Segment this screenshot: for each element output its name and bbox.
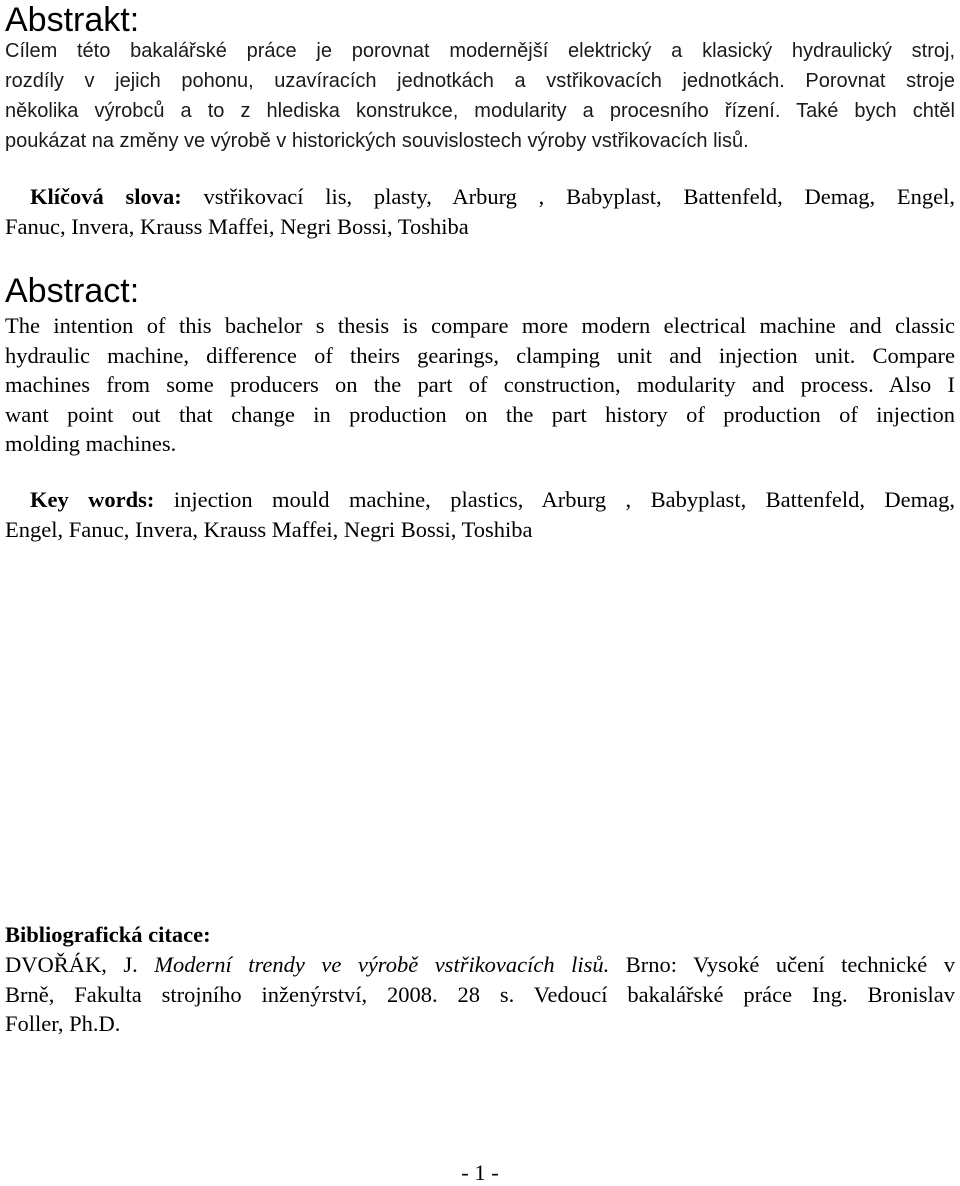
citation-line bbox=[5, 950, 955, 980]
klicova-slova-text: vstřikovací lis, plasty, Arburg , Babyplast, Battenfeld, Demag, Engel, bbox=[203, 184, 956, 209]
abstrakt-line: rozdíly v jejich pohonu, uzavíracích jednotkách a vstřikovacích jednotkách. Porovnat stroje bbox=[5, 70, 955, 92]
klicova-slova-line bbox=[5, 182, 955, 212]
citation-line: Brně, Fakulta strojního inženýrství, 2008. 28 s. Vedoucí bakalářské práce Ing. Bronislav bbox=[5, 981, 955, 1007]
citation-paragraph bbox=[5, 950, 955, 1039]
klicova-slova-paragraph bbox=[5, 182, 955, 241]
key-words-line bbox=[5, 485, 955, 515]
abstract-paragraph bbox=[5, 311, 955, 459]
abstract-line: machines from some producers on the part of construction, modularity and process. Also I bbox=[5, 372, 955, 397]
key-words-paragraph bbox=[5, 485, 955, 544]
citation-heading: Bibliografická citace: bbox=[5, 922, 211, 947]
abstrakt-line: několika výrobců a to z hlediska konstrukce, modularity a procesního řízení. Také bych chtěl bbox=[5, 100, 955, 122]
citation-publisher: Brno: Vysoké učení technické v bbox=[625, 952, 956, 977]
key-words-text: injection mould machine, plastics, Arburg , Babyplast, Battenfeld, Demag, bbox=[173, 487, 955, 512]
citation-title: Moderní trendy ve výrobě vstřikovacích lisů. bbox=[154, 952, 610, 977]
citation-author: DVOŘÁK, J. bbox=[5, 952, 138, 977]
klicova-slova-label: Klíčová slova: bbox=[30, 184, 182, 209]
abstract-line: molding machines. bbox=[5, 431, 177, 456]
abstract-line: hydraulic machine, difference of theirs gearings, clamping unit and injection unit. Compare bbox=[5, 342, 955, 368]
abstract-line: The intention of this bachelor s thesis is compare more modern electrical machine and classic bbox=[5, 313, 955, 338]
klicova-slova-line: Fanuc, Invera, Krauss Maffei, Negri Bossi, Toshiba bbox=[5, 213, 469, 239]
key-words-line: Engel, Fanuc, Invera, Krauss Maffei, Negri Bossi, Toshiba bbox=[5, 516, 533, 542]
abstrakt-heading: Abstrakt: bbox=[5, 1, 140, 39]
citation-line: Foller, Ph.D. bbox=[5, 1011, 121, 1036]
abstrakt-paragraph bbox=[5, 36, 955, 156]
abstract-heading: Abstract: bbox=[5, 272, 140, 310]
abstrakt-line: poukázat na změny ve výrobě v historických souvislostech výroby vstřikovacích lisů. bbox=[5, 130, 749, 152]
page-number: - 1 - bbox=[461, 1160, 499, 1185]
abstract-line: want point out that change in production on the part history of production of injection bbox=[5, 401, 955, 427]
key-words-label: Key words: bbox=[30, 487, 155, 512]
abstrakt-line: Cílem této bakalářské práce je porovnat modernější elektrický a klasický hydraulický stroj, bbox=[5, 40, 955, 62]
